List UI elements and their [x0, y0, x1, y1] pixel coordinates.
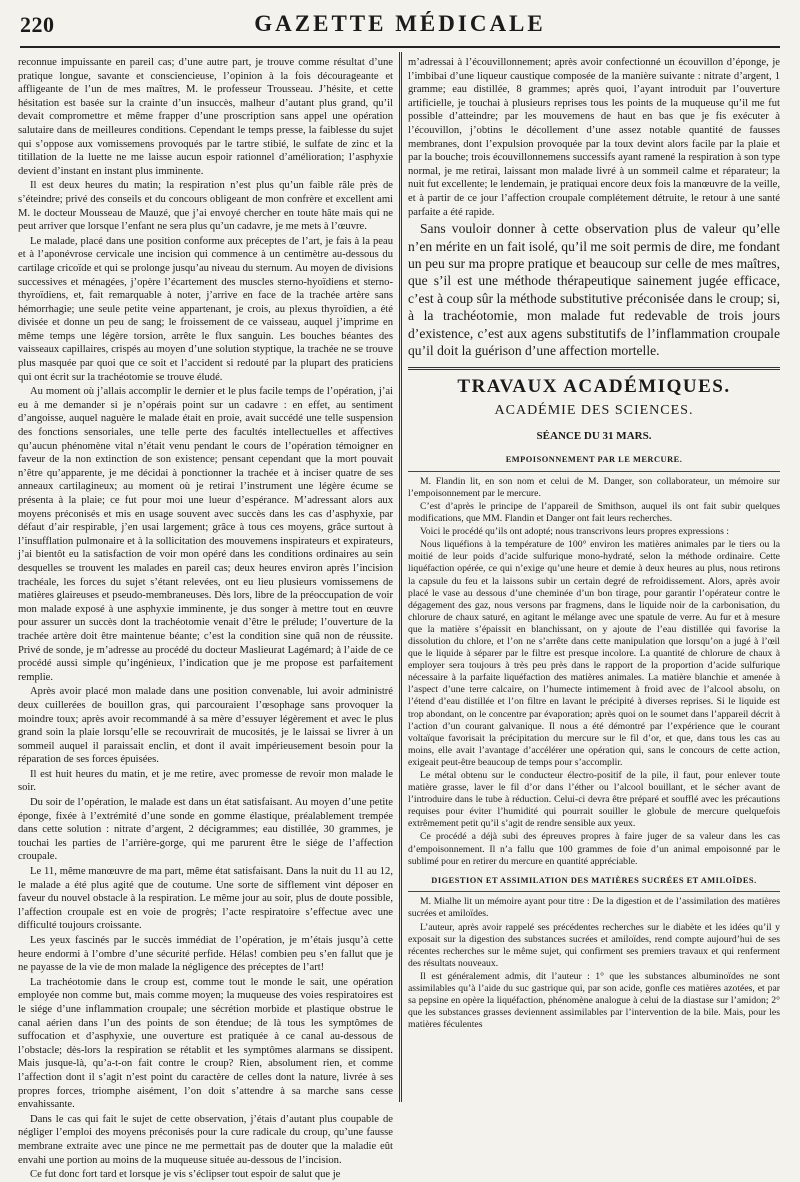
conclusion-block	[408, 220, 780, 359]
paragraph: Après avoir placé mon malade dans une position convenable, lui avoir administré deux cuillerées de bouillon gras, qui parcouraient l’œsophage sans provoquer la moindre toux; après avoir recommandé à sa mère d’essuyer légèrement et avec le plus grand soin la plaie lorsqu’elle se recouvrirait de mucosités, je le laissai se livrer à un sommeil auquel il paraissait enclin, et dont il avait impérieusement besoin pour la réparation de ses forces épuisées.	[18, 686, 393, 766]
paragraph: reconnue impuissante en pareil cas; d’une autre part, je trouve comme résultat d’une pratique longue, savante et consciencieuse, l’opinion à la fois décourageante et affligeante de l’un de mes maîtres, M. le professeur Trousseau. J’hésite, et cette hésitation est basée sur la crainte d’un insuccès, malheur d’autant plus grand, qu’il devait compromettre et même frapper d’une proscription sans appel une opération salutaire dans de meilleures conditions. Cependant le temps presse, la faiblesse du sujet qui s’oppose aux vomissemens provoqués par le tartre stibié, le sulfate de zinc et la titillation de la luette ne me laisse aucun espoir rationnel d’amélioration; l’asphyxie devient d’instant en instant plus imminente.	[18, 57, 393, 177]
paragraph: C’est d’après le principe de l’appareil de Smithson, auquel ils ont fait subir quelques modifications, que MM. Flandin et Danger ont fait leurs recherches.	[408, 500, 780, 525]
paragraph: Il est huit heures du matin, et je me retire, avec promesse de revoir mon malade le soir.	[18, 768, 393, 794]
header-rule	[20, 46, 780, 48]
mercury-article	[408, 476, 780, 868]
right-column	[408, 56, 780, 1100]
paragraph: m’adressai à l’écouvillonnement; après avoir confectionné un écouvillon d’éponge, je l’imbibai d’une liqueur caustique composée de la manière suivante : nitrate d’argent, 1 gramme; eau distillée, 8 grammes; après quoi, l’ayant introduit par l’ouverture artificielle, je touchai à plusieurs reprises tous les points de la muqueuse qu’il me fut possible d’atteindre; par les mouvemens de haut en bas que je fis exécuter à l’écouvillon, j’obtins le décollement d’une assez notable quantité de fausses membranes, dont l’expulsion provoquée par la toux devint alors facile par la plaie et par la bouche; trois écouvillonnemens successifs ayant ramené la respiration à son type normal, je me retirai, laissant mon malade livré à un sommeil calme et réparateur; la nuit fut excellente; le lendemain, je pratiquai encore deux fois la manœuvre de la veille, et à partir de ce jour l’affection croupale complétement détruite, le retour à une santé parfaite a été rapide.	[408, 57, 780, 218]
rubric-heading: DIGESTION ET ASSIMILATION DES MATIÈRES SUCRÉES ET AMILOÏDES.	[408, 874, 780, 893]
academy-heading: ACADÉMIE DES SCIENCES.	[494, 402, 694, 418]
paragraph: Il est deux heures du matin; la respiration n’est plus qu’un faible râle près de s’éteindre; privé des conseils et du concours obligeant de mon confrère et excellent ami M. le docteur Mousseau de Mauzé, que j’ai envoyé chercher en toute hâte mais qui ne peut arriver que lorsque l’enfant ne sera plus qu’un cadavre, je me mets à l’œuvre.	[18, 180, 393, 233]
section-title: TRAVAUX ACADÉMIQUES.	[457, 376, 731, 398]
session-heading: SÉANCE DU 31 MARS.	[536, 429, 652, 442]
paragraph: Voici le procédé qu’ils ont adopté; nous transcrivons leurs propres expressions :	[420, 526, 729, 538]
section-rule	[408, 367, 780, 370]
paragraph: Il est généralement admis, dit l’auteur : 1° que les substances albuminoïdes ne sont assimilables qu’à l’aide du suc gastrique qui, par son acide, gonfle ces matières azotées, et par sa pepsine en opère la liquéfaction, phénomène analogue à celui de la diastase sur l’amidon; 2° que les substances grasses deviennent assimilables par l’intervention de la bile. Mais, pour les matières féculentes	[408, 970, 780, 1031]
left-column	[18, 56, 393, 1181]
paragraph: Le métal obtenu sur le conducteur électro-positif de la pile, il faut, pour enlever toute matière grasse, laver le fil d’or dans l’éther ou l’alcool bouillant, et le sécher avant de l’introduire dans le tube à réduction. Celui-ci devra être préparé et soufflé avec les précautions requises pour éviter l’humidité qui pourrait souiller le globule de mercure quelquefois extrêmement petit qu’il s’agit de rendre sensible aux yeux.	[408, 770, 780, 830]
paragraph: Le malade, placé dans une position conforme aux préceptes de l’art, je fais à la peau et à l’aponévrose cervicale une incision qui commence à un centimètre au-dessous du cartilage cricoïde et qui se prolonge jusqu’au niveau du sternum. Au moyen de divisions successives et ménagées, j’opère l’écartement des muscles sterno-hyoïdiens et sterno-thyroïdiens, et, fait remarquable à noter, j’arrive en face de la trachée artère sans hémorrhagie; une seule petite veine appartenant, je crois, au plexus thyroïdien, a été divisée et donne un peu de sang; le froissement de ce vaisseau, auquel j’imprime en même temps une légère torsion, arrête le flux sanguin. Les bouches béantes des vaisseaux capillaires, crispés au moyen d’une solution styptique, la trachée ne se trouve plus masquée par quoi que ce soit et l’accident si redouté par la plupart des praticiens qui ont écrit sur la trachéotomie se trouve éludé.	[18, 235, 393, 383]
paragraph: Dans le cas qui fait le sujet de cette observation, j’étais d’autant plus coupable de négliger l’emploi des moyens préconisés pour la cure radicale du croup, qu’une fausse membrane extraite avec une pince ne me permettait pas de douter que la maladie eût envahi une portion au moins de la muqueuse située au-dessous de l’incision.	[18, 1113, 393, 1166]
paragraph: Au moment où j’allais accomplir le dernier et le plus facile temps de l’opération, j’ai eu à me demander si je n’opérais point sur un cadavre : en effet, au sentiment d’angoisse, auquel naguère le malade était en proie, avait succédé une telle suspension des fonctions sensoriales, une telle perte des facultés intellectuelles et affectives qu’aucun phénomène vital n’était venu pendant le cours de l’opération témoigner en faveur de la non extinction de son existence; pensant cependant que la mort pouvait n’être qu’apparente, je me décidai à ponctionner la trachée et à inciser quatre de ses anneaux cartilagineux; au moment où je retirai l’instrument une légère écume se présenta à la plaie; ce fut pour moi une lueur d’espérance. M’adressant alors aux moyens préconisés et mis en usage souvent avec succès dans les cas d’asphyxie, par défaut d’air respirable, j’en usai largement; grâce à tous ces moyens, grâce surtout à l’insufflation pulmonaire et à la sollicitation des mouvemens inspirateurs et expirateurs, j’ai bientôt eu la satisfaction de voir mon opéré dans les conditions ordinaires au sein desquelles se trouvent les malades en pareil cas; deux heures environ après l’incision trachéale, les forces du sujet s’étant relevées, ont eu lieu plusieurs vomissemens de matières glaireuses et pseudo-membraneuses. Dès lors, libre de la préoccupation de voir mon malade exposé à une asphyxie imminente, je dus songer à mettre tout en œuvre pour assurer un succès dont la trachéotomie venait d’être le prélude; l’ouverture de la trachée artère doit être maintenue béante; c’est la condition sine quâ non de réussite. Privé de sonde, je m’adresse au procédé du docteur Maslieurat Lagémard; à l’aide de ce procédé aussi simple qu’ingénieux, l’indication que je me propose est parfaitement remplie.	[18, 386, 393, 683]
paragraph: Ce fut donc fort tard et lorsque je vis s’éclipser tout espoir de salut que je	[30, 1169, 341, 1181]
journal-title: GAZETTE MÉDICALE	[254, 11, 546, 36]
paragraph: Du soir de l’opération, le malade est dans un état satisfaisant. Au moyen d’une petite éponge, fixée à l’extrémité d’une sonde en gomme élastique, préalablement trempée dans cette solution : nitrate d’argent, 2 décigrammes; eau distillée, 30 grammes, je touchai les parties de l’arrière-gorge, qui me parurent être le siége de l’affection croupale.	[18, 797, 393, 863]
paragraph: Nous liquéfions à la température de 100° environ les matières animales par le tiers ou la moitié de leur poids d’acide sulfurique mono-hydraté, selon la méthode ordinaire. Cette liquéfaction opérée, ce qui n’exige qu’une heure et demie à deux heures au plus, nous retirons la capsule du feu et la laissons subir un certain degré de refroidissement. Alors, après avoir placé le vase au dessous d’une cheminée d’un bon tirage, pour garantir l’opérateur contre le dégagement des gaz, nous versons par fragmens, dans le liquide noir de la carbonisation, du chlorure de chaux saturé, en agitant le mélange avec une spatule de verre. Au fur et à mesure que la matière s’épaissit en blanchissant, on y ajoute de l’eau distillée qui favorise la dissolution du chlore, et l’on ne s’arrête dans cette manipulation que lorsqu’on a jugé à l’œil que le liquide à séparer par le filtre est presque incolore. La quantité de chlorure de chaux à employer sera toujours à très peu près dans le rapport de la proportion d’acide sulfurique nécessaire à la parfaite liquéfaction des matières animales. La matière blanchie et amenée à l’aspect d’une terre calcaire, on l’humecte intimement à froid avec de l’alcool absolu, on l’étend d’eau distillée et l’on filtre en lavant le précipité à diverses reprises. Si le liquide est trop abondant, on le concentre par évaporation; après quoi on le soumet dans l’appareil décrit à l’action d’un courant galvanique. Il nous a été démontré par l’expérience que le courant voltaïque favorisait la précipitation du mercure sur le fil d’or, et que, dans tous les cas au moins, elle avait l’avantage d’accélérer une opération qui, sans le concours de cette action, exigeait peut-être beaucoup de temps pour s’accomplir.	[408, 539, 780, 768]
paragraph: Les yeux fascinés par le succès immédiat de l’opération, je m’étais jusqu’à cette heure endormi à l’ombre d’une sécurité perfide. Hélas! combien peu s’en fallut que je ne payasse de la vie de mon malade la négligence des préceptes de l’art!	[18, 935, 393, 974]
paragraph: Le 11, même manœuvre de ma part, même état satisfaisant. Dans la nuit du 11 au 12, le malade a été plus agité que de coutume. Une sorte de sifflement vint déposer en faveur du nouvel obstacle à la respiration. Le même jour au soir, plus de doute possible, l’affection croupale est en voie de progrès; l’acte respiratoire s’effectue avec une difficulté toujours croissante.	[18, 866, 393, 932]
rubric-heading: EMPOISONNEMENT PAR LE MERCURE.	[408, 453, 780, 472]
paragraph: La trachéotomie dans le croup est, comme tout le monde le sait, une opération employée non comme but, mais comme moyen; la muqueuse des voies respiratoires est le siége d’une inflammation croupale; une sécrétion morbide et plastique obstrue le canal aérien dans l’un des points de son étendue; de là tous les symptômes de suffocation et d’asphyxie, une ouverture est pratiquée à ce canal au-dessous de l’obstacle; dès-lors la respiration se rétablit et les symptômes alarmans se dissipent. Mais jusque-là, qu’a-t-on fait contre le croup? Rien, absolument rien, et comme l’affection dont il s’agit n’est point du caractère de celles dont la nature, livrée à ses propres forces, triomphe aisément, l’on doit s’attendre à sa marche sans cesse envahissante.	[18, 976, 393, 1111]
paragraph: L’auteur, après avoir rappelé ses précédentes recherches sur le diabète et les idées qu’il y exposait sur la digestion des substances sucrées et amiloïdes, rend compte aujourd’hui de ses récentes recherches sur le même sujet, qui confirment ses premiers travaux et qui renferment des résultats nouveaux.	[408, 921, 780, 969]
paragraph: M. Mialhe lit un mémoire ayant pour titre : De la digestion et de l’assimilation des matières sucrées et amiloïdes.	[408, 896, 780, 920]
digestion-article	[408, 896, 780, 1031]
conclusion-paragraph: Sans vouloir donner à cette observation plus de valeur qu’elle n’en mérite en un fait isolé, qu’il me soit permis de dire, me fondant un peu sur ma propre pratique et beaucoup sur celle de mes maîtres, que s’il est une méthode thérapeutique sainement jugée efficace, c’est à coup sûr la méthode substitutive préconisée dans le croup; si, à la trachéotomie, mon malade fut redevable de trois jours d’existence, c’est aux agens substitutifs de l’inflammation croupale qu’il doit la guérison d’une affection mortelle.	[408, 221, 780, 358]
paragraph: Ce procédé a déjà subi des épreuves propres à faire juger de sa valeur dans les cas d’empoisonnement. Il n’a fallu que 100 grammes de foie d’un animal empoisonné par le sublimé pour en retirer du mercure en quantité appréciable.	[408, 831, 780, 867]
paragraph: M. Flandin lit, en son nom et celui de M. Danger, son collaborateur, un mémoire sur l’empoisonnement par le mercure.	[408, 475, 780, 499]
column-divider	[399, 52, 402, 1102]
page-number: 220	[20, 12, 55, 37]
page-header	[20, 6, 780, 40]
